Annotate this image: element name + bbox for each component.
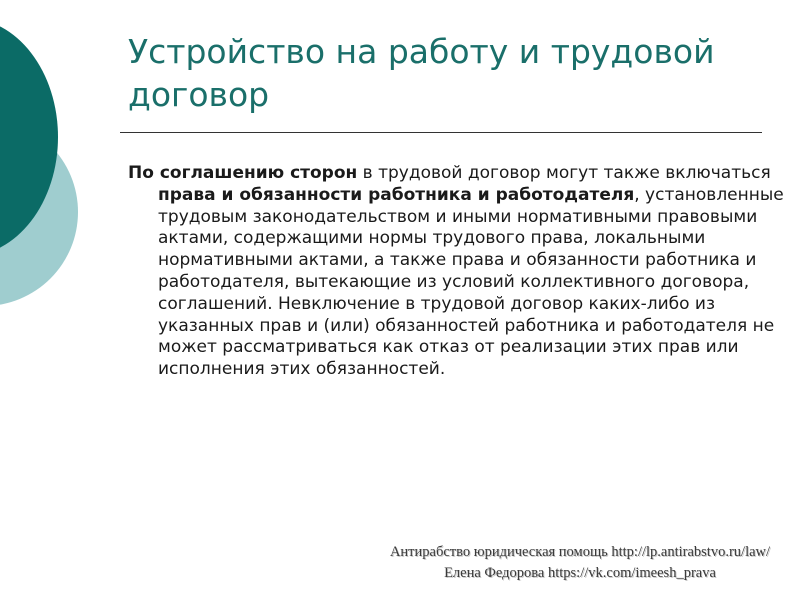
body-bold-phrase-1: По соглашению сторон bbox=[128, 163, 358, 183]
body-text-segment-1: в трудовой договор могут также включаться bbox=[357, 163, 771, 183]
body-bold-phrase-2: права и обязанности работника и работодателя bbox=[158, 184, 635, 205]
body-text-segment-2: , установленные трудовым законодательством и иными нормативными правовыми актами, содержащими нормы трудового права, локальными нормативными актами, а также права и обязанности работника и работодателя, вытекающие из условий коллективного договора, соглашений. Невключение в трудовой договор каких-либо из указанных прав и (или) обязанностей работника и работодателя не может рассматриваться как отказ от реализации этих прав или исполнения этих обязанностей. bbox=[158, 184, 784, 380]
watermark-line-1: Антирабство юридическая помощь http://lp.antirabstvo.ru/law/ bbox=[389, 544, 771, 560]
watermark bbox=[360, 542, 800, 584]
slide-title: Устройство на работу и трудовой договор bbox=[128, 32, 715, 114]
title-divider bbox=[120, 132, 762, 133]
slide-body-text bbox=[128, 163, 798, 381]
watermark-line-2: Елена Федорова https://vk.com/imeesh_prava bbox=[444, 565, 716, 581]
